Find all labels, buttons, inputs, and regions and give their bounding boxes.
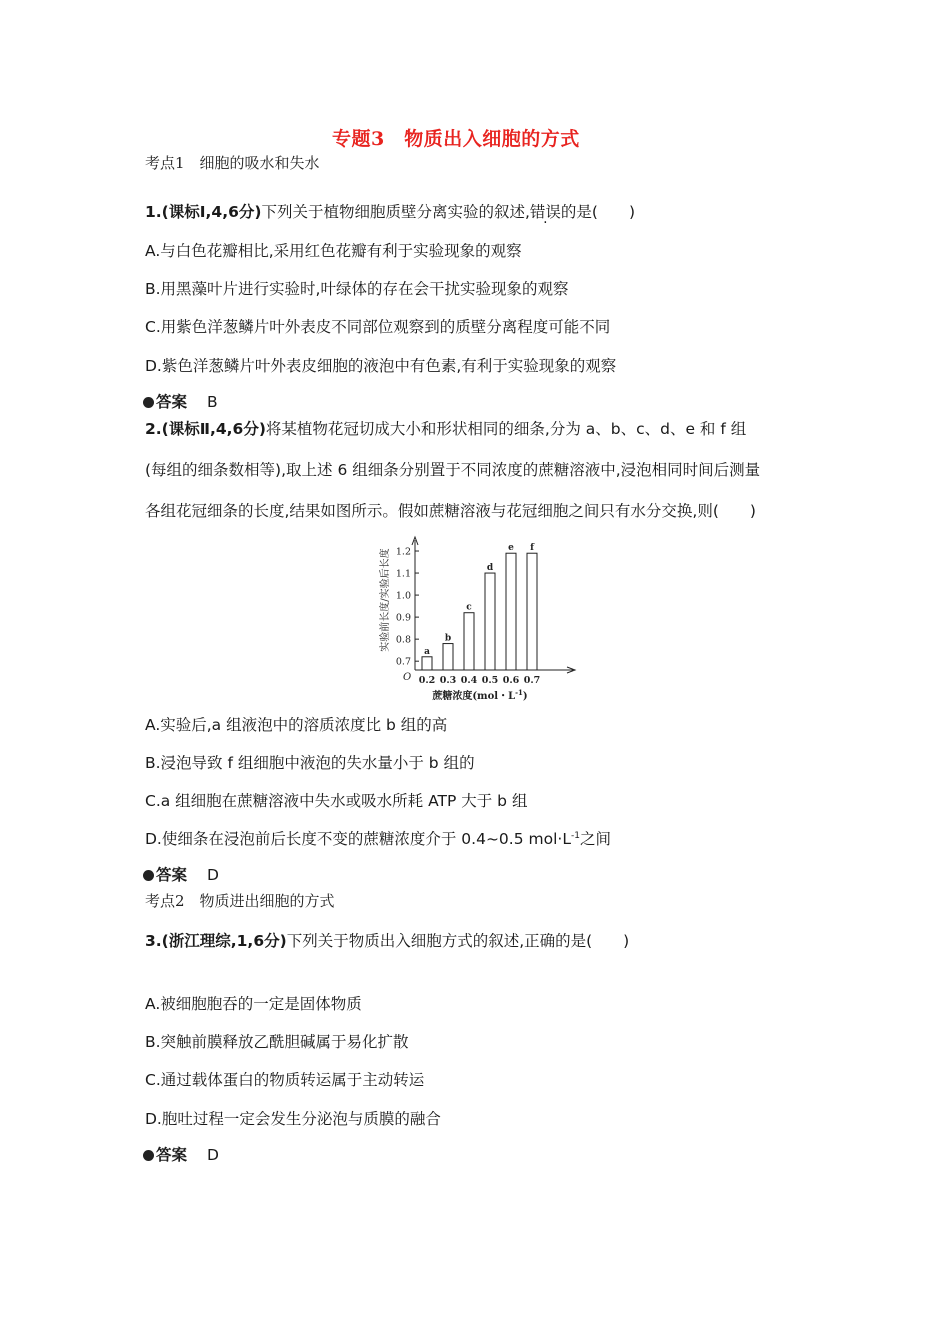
q2-option-a: A.实验后,a 组液泡中的溶质浓度比 b 组的高 xyxy=(145,716,448,734)
q2-answer-value: D xyxy=(207,866,219,884)
q2-option-d-text: D.使细条在浸泡前后长度不变的蔗糖浓度介于 0.4~0.5 mol·L xyxy=(145,830,571,848)
q3-option-b: B.突触前膜释放乙酰胆碱属于易化扩散 xyxy=(145,1033,409,1051)
bar-label: b xyxy=(444,633,452,644)
q1-option-a: A.与白色花瓣相比,采用红色花瓣有利于实验现象的观察 xyxy=(145,242,522,260)
x-tick-label: 0.3 xyxy=(439,675,457,686)
bar xyxy=(422,657,432,670)
q1-answer-label: 答案 xyxy=(156,393,188,411)
q3-option-d: D.胞吐过程一定会发生分泌泡与质膜的融合 xyxy=(145,1110,441,1128)
q3-answer-label: 答案 xyxy=(156,1146,188,1164)
q2-option-d-sup: -1 xyxy=(570,830,580,841)
x-axis-label: 蔗糖浓度(mol・$L^{-1}$) xyxy=(432,688,528,702)
q3-answer xyxy=(143,1143,219,1165)
y-tick-label: 0.8 xyxy=(395,634,411,646)
bar xyxy=(443,644,453,670)
q1-stem-text-b: 的是( ) xyxy=(560,203,636,221)
q1-stem-text-a: 下列关于植物细胞质壁分离实验的叙述, xyxy=(261,203,530,221)
x-tick-label: 0.7 xyxy=(523,675,541,686)
q3-answer-value: D xyxy=(207,1146,219,1164)
y-axis-label: 实验前长度/实验后长度 xyxy=(380,548,391,652)
q1-option-d: D.紫色洋葱鳞片叶外表皮细胞的液泡中有色素,有利于实验现象的观察 xyxy=(145,357,617,375)
q1-option-b: B.用黑藻叶片进行实验时,叶绿体的存在会干扰实验现象的观察 xyxy=(145,280,569,298)
q3-option-c: C.通过载体蛋白的物质转运属于主动转运 xyxy=(145,1071,425,1089)
page-title: 专题3 物质出入细胞的方式 xyxy=(332,128,580,150)
bar-label: d xyxy=(486,563,494,574)
q2-option-b: B.浸泡导致 f 组细胞中液泡的失水量小于 b 组的 xyxy=(145,754,475,772)
y-tick-label: 1.1 xyxy=(395,568,411,580)
q3-source: 3.(浙江理综,1,6分) xyxy=(145,932,287,950)
y-tick-label: 0.9 xyxy=(395,612,411,624)
q3-stem-text: 下列关于物质出入细胞方式的叙述,正确的是( ) xyxy=(286,932,630,950)
bar-label: c xyxy=(466,602,472,613)
q2-option-d-end: 之间 xyxy=(579,830,611,848)
x-tick-label: 0.6 xyxy=(502,675,520,686)
answer-bullet-icon xyxy=(143,397,154,408)
bar-label: f xyxy=(530,543,534,554)
q1-answer xyxy=(143,390,218,412)
q2-option-d xyxy=(145,827,611,849)
q1-answer-value: B xyxy=(207,393,218,411)
q2-stem-text1: 将某植物花冠切成大小和形状相同的细条,分为 a、b、c、d、e 和 f 组 xyxy=(265,420,747,438)
q3-option-a: A.被细胞胞吞的一定是固体物质 xyxy=(145,995,362,1013)
bar xyxy=(506,553,516,670)
q2-stem-line3: 各组花冠细条的长度,结果如图所示。假如蔗糖溶液与花冠细胞之间只有水分交换,则( ) xyxy=(145,502,756,520)
q3-stem xyxy=(145,929,629,951)
bar-label: a xyxy=(424,646,430,657)
q2-answer xyxy=(143,863,219,885)
q1-stem xyxy=(145,200,635,222)
bar xyxy=(527,553,537,670)
y-tick-label: 0.7 xyxy=(395,656,411,668)
answer-bullet-icon xyxy=(143,1150,154,1161)
x-tick-label: 0.4 xyxy=(460,675,478,686)
q2-answer-label: 答案 xyxy=(156,866,188,884)
section-heading-2: 考点2 物质进出细胞的方式 xyxy=(145,892,335,910)
q2-option-c: C.a 组细胞在蔗糖溶液中失水或吸水所耗 ATP 大于 b 组 xyxy=(145,792,528,810)
section-heading-1: 考点1 细胞的吸水和失水 xyxy=(145,154,320,172)
bar-label: e xyxy=(508,543,514,554)
bar xyxy=(464,613,474,670)
q1-source: 1.(课标Ⅰ,4,6分) xyxy=(145,203,262,221)
x-tick-label: 0.5 xyxy=(481,675,499,686)
bar-chart xyxy=(375,530,595,710)
q2-source: 2.(课标Ⅱ,4,6分) xyxy=(145,420,266,438)
q1-stem-emphasis: 错误 xyxy=(529,203,561,221)
bar xyxy=(485,573,495,670)
q2-stem-line1 xyxy=(145,417,746,439)
y-tick-label: 1.2 xyxy=(395,546,411,558)
origin-label: O xyxy=(403,672,412,683)
q1-option-c: C.用紫色洋葱鳞片叶外表皮不同部位观察到的质壁分离程度可能不同 xyxy=(145,318,611,336)
q2-stem-line2: (每组的细条数相等),取上述 6 组细条分别置于不同浓度的蔗糖溶液中,浸泡相同时间后测量 xyxy=(145,461,761,479)
x-tick-label: 0.2 xyxy=(418,675,436,686)
y-tick-label: 1.0 xyxy=(395,590,411,602)
answer-bullet-icon xyxy=(143,870,154,881)
